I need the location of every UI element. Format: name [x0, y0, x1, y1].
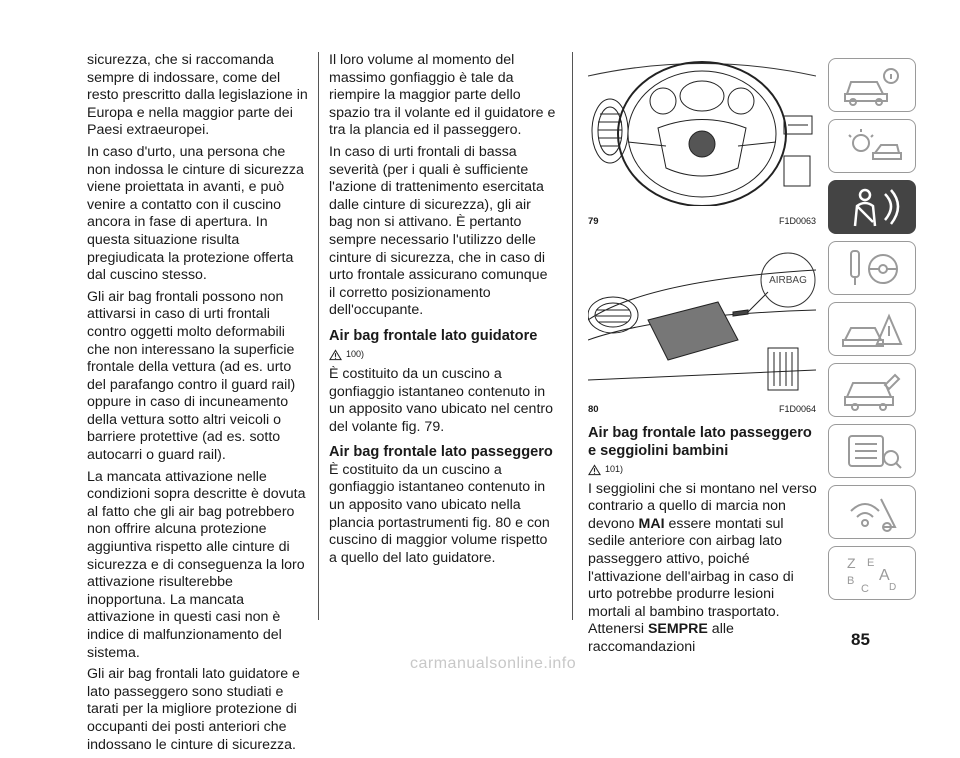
key-steering-icon [841, 247, 903, 289]
multimedia-icon [841, 491, 903, 533]
technical-data-icon [841, 430, 903, 472]
maintenance-car-icon [841, 369, 903, 411]
tab-car-info[interactable] [828, 58, 916, 112]
figure-steering-wheel [588, 56, 816, 206]
text-column-1 [87, 52, 309, 758]
emphasis-text: MAI [638, 515, 665, 532]
warning-triangle-icon [329, 349, 342, 361]
car-info-icon [841, 64, 903, 106]
paragraph: In caso d'urto, una persona che non indossa le cinture di sicurezza viene proiettata in avanti, e può venire a contatto con il cuscino ancora in fase di apertura. In questa situazione risulta pregiudicata la protezione offerta dal cuscino stesso. [87, 143, 304, 284]
svg-text:Z: Z [847, 555, 856, 571]
svg-text:C: C [861, 583, 869, 594]
section-heading: Air bag frontale lato passeggero e seggiolini bambini [588, 425, 812, 459]
watermark: carmanualsonline.info [410, 655, 577, 672]
section-heading: Air bag frontale lato passeggero [329, 444, 553, 461]
figure-caption [588, 404, 816, 415]
figure-number: 80 [588, 404, 599, 415]
tab-safety[interactable] [828, 180, 916, 234]
figure-code: F1D0063 [778, 216, 816, 226]
paragraph: È costituito da un cuscino a gonfiaggio istantaneo contenuto in un apposito vano ubicato nella plancia portastrumenti fig. 80 e con cuscino di maggior volume rispetto a quello del lato guidatore. [329, 461, 550, 566]
emergency-triangle-icon [841, 308, 903, 350]
text-run: essere montati sul sedile anteriore con airbag lato passeggero attivo, poiché l'attivazione dell'airbag in caso di urto potrebbe produrre lesioni mortali al bambino trasportato. Attenersi [588, 515, 794, 638]
safety-seatbelt-icon [841, 186, 903, 228]
tab-start-drive[interactable] [828, 241, 916, 295]
tab-emergency[interactable] [828, 302, 916, 356]
page-number: 85 [851, 630, 870, 649]
index-alphabet-icon [841, 552, 903, 594]
column-divider [572, 52, 573, 620]
tab-dashboard[interactable] [828, 119, 916, 173]
warning-ref: 101) [605, 464, 624, 474]
paragraph: sicurezza, che si raccomanda sempre di indossare, come del resto prescritto dalla legislazione in Europa e nella maggior parte dei Paesi extraeuropei. [87, 52, 308, 139]
warning-note [329, 346, 557, 364]
svg-text:A: A [879, 567, 890, 584]
paragraph: Gli air bag frontali lato guidatore e lato passeggero sono studiati e tarati per la migliore protezione di occupanti dei posti anteriori che indossano le cinture di sicurezza. [87, 666, 300, 753]
text-run: I seggiolini che si montano nel verso contrario a quello di marcia non devono [588, 480, 817, 532]
text-run: alle raccomandazioni [588, 621, 734, 655]
figure-number: 79 [588, 216, 599, 227]
svg-text:D: D [889, 582, 897, 593]
text-column-2 [329, 52, 557, 571]
paragraph: Il loro volume al momento del massimo gonfiaggio è tale da riempire la maggior parte dello spazio tra il volante ed il guidatore e tra la plancia ed il passeggero. [329, 52, 556, 139]
svg-text:E: E [867, 557, 875, 569]
tab-technical-data[interactable] [828, 424, 916, 478]
warning-triangle-icon [588, 464, 601, 476]
column-divider [318, 52, 319, 620]
emphasis-text: SEMPRE [647, 621, 708, 638]
paragraph: In caso di urti frontali di bassa severità (per i quali è sufficiente l'azione di trattenimento esercitata dalle cinture di sicurezza), gli air bag non si attivano. È pertanto sempre necessario l'utilizzo delle cinture di sicurezza, che in caso di urto frontale assicurano comunque il corretto posizionamento dell'occupante. [329, 143, 548, 319]
chapter-tabs [828, 58, 920, 607]
figure-passenger-airbag [588, 240, 816, 400]
text-column-3 [588, 425, 820, 661]
tab-index[interactable] [828, 546, 916, 600]
figure-code: F1D0064 [778, 404, 816, 414]
warning-note [588, 461, 820, 479]
steering-wheel-airbag-illustration [588, 56, 816, 206]
paragraph: È costituito da un cuscino a gonfiaggio istantaneo contenuto in un apposito vano ubicato nel centro del volante fig. 79. [329, 366, 554, 435]
warning-ref: 100) [346, 349, 365, 360]
tab-maintenance[interactable] [828, 363, 916, 417]
svg-text:B: B [847, 575, 855, 587]
dashboard-lights-icon [841, 125, 903, 167]
paragraph [588, 481, 820, 657]
paragraph: Gli air bag frontali possono non attivarsi in caso di urti frontali contro oggetti molto deformabili che non interessano la superficie frontale della vettura (ad es. urto del parafango contro il guard rail) oppure in caso di incuneamento della vettura sotto altri veicoli o barriere protettive (ad es. sotto autocarri o guard rail). [87, 288, 296, 464]
figure-caption [588, 216, 816, 227]
paragraph: La mancata attivazione nelle condizioni sopra descritte è dovuta al fatto che gli air bag potrebbero non offrire alcuna protezione aggiuntiva rispetto alle cinture di sicurezza e di conseguenza la loro attivazione risulterebbe inopportuna. La mancata attivazione in questi casi non è indice di malfunzionamento del sistema. [87, 468, 306, 661]
passenger-airbag-illustration [588, 240, 816, 400]
section-heading: Air bag frontale lato guidatore [329, 327, 538, 344]
airbag-label: AIRBAG [769, 275, 807, 286]
tab-multimedia[interactable] [828, 485, 916, 539]
